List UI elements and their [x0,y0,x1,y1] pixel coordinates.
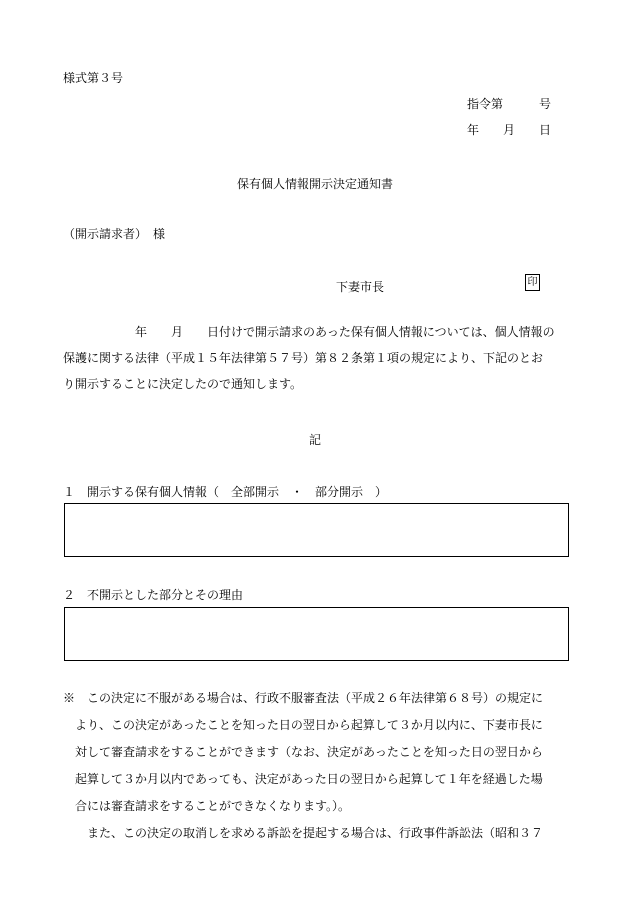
reference-number: 指令第 号 [467,97,552,111]
note-line: また、この決定の取消しを求める訴訟を提起する場合は、行政事件訴訟法（昭和３７ [75,826,544,840]
seal-stamp-icon: 印 [525,274,540,291]
section2-label: ２ 不開示とした部分とその理由 [63,588,244,602]
requester-line: （開示請求者） 様 [63,227,166,241]
body-line: り開示することに決定したので通知します。 [63,377,303,391]
section2-box [64,607,569,661]
note-line: より、この決定があったことを知った日の翌日から起算して３か月以内に、下妻市長に [75,718,543,732]
note-line: 合には審査請求をすることができなくなります。）。 [75,799,351,813]
document-title: 保有個人情報開示決定通知書 [236,177,393,191]
ki-heading: 記 [308,433,321,447]
body-line: 年 月 日付けで開示請求のあった保有個人情報については、個人情報の [63,325,555,339]
note-line: ※ この決定に不服がある場合は、行政不服審査法（平成２６年法律第６８号）の規定に [63,691,544,705]
issue-date: 年 月 日 [467,123,552,137]
appeal-note [63,685,583,847]
section1-label: １ 開示する保有個人情報（ 全部開示 ・ 部分開示 ） [63,485,388,499]
body-paragraph [63,319,573,397]
note-line: 起算して３か月以内であっても、決定があった日の翌日から起算して１年を経過した場 [75,772,543,786]
issuer-name: 下妻市長 [336,280,385,294]
section1-box [64,503,569,557]
note-line: 対して審査請求をすることができます（なお、決定があったことを知った日の翌日から [75,745,543,759]
form-number: 様式第３号 [63,71,124,85]
body-line: 保護に関する法律（平成１５年法律第５７号）第８２条第１項の規定により、下記のとお [63,351,544,365]
